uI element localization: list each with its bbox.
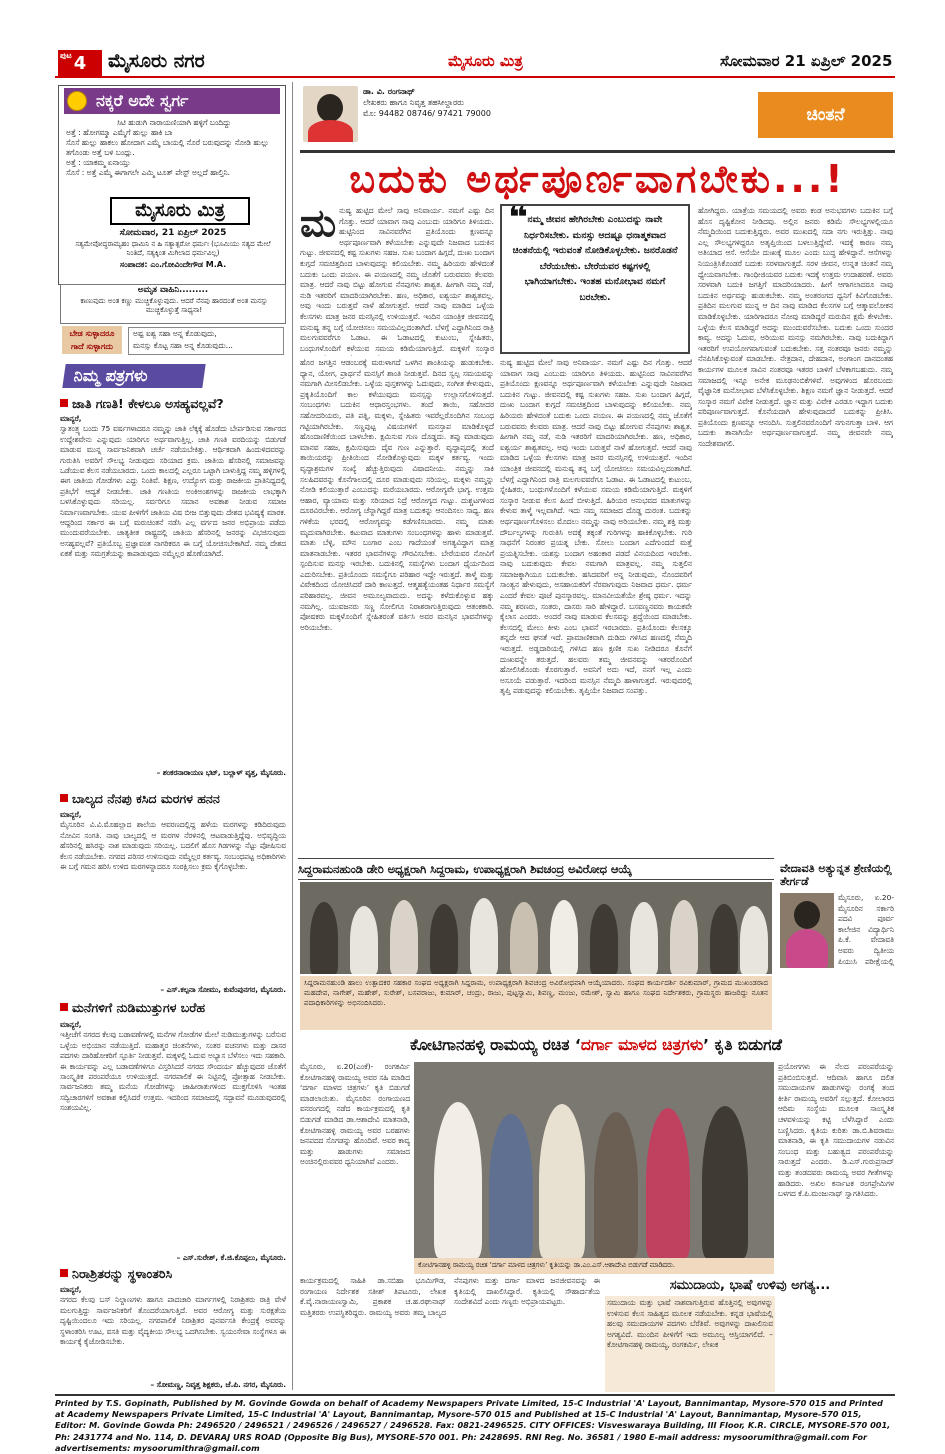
student-photo (780, 893, 834, 968)
masthead-logo: ಮೈಸೂರು ಮಿತ್ರ (110, 197, 250, 225)
article-col2 (500, 358, 692, 852)
quote-title: ಅಮೃತ ವಾಹಿನಿ......... (137, 285, 209, 295)
humor-line: ಅತ್ತೆ : ಯಾಕಮ್ಮ ಏನಾಯ್ತು (66, 158, 131, 167)
proverb-text (128, 327, 284, 355)
letter-signature: – ಸೋಮಣ್ಣ, ನಿವೃತ್ತ ಶಿಕ್ಷಕರು, ಜೆ.ಪಿ. ನಗರ, ಮೈಸೂರು. (150, 1380, 286, 1389)
sidebar-headline: ಸಮುದಾಯ, ಭಾಷೆ ಉಳಿವು ಅಗತ್ಯ... (669, 1278, 831, 1293)
letter-salutation: ಮಾನ್ಯರೆ, (60, 1285, 82, 1294)
quote-text: ಸಮುದಾಯ ಮತ್ತು ಭಾಷೆ ನಾಶವಾಗುತ್ತಿರುವ ಹೊತ್ತಿನಲ್ಲಿ ಅವುಗಳನ್ನು ಉಳಿಸುವ ಕೆಲಸ ಸಾಹಿತ್ಯದ ಮೂಲಕ ನಡೆಯಬೇಕು. ಕನ್ನಡ ಭಾಷೆಯಲ್ಲಿ ಹಲವು ಸಮುದಾಯಗಳ ಪದಗಳು ಬೆರೆತಿವೆ. ಅವುಗಳನ್ನು ದಾಖಲಿಸುವ ಅಗತ್ಯವಿದೆ. ಮುಂದಿನ ಪೀಳಿಗೆಗೆ ಇದು ಅಮೂಲ್ಯ ಆಸ್ತಿಯಾಗಲಿದೆ. – ಕೋಟಿಗಾನಹಳ್ಳಿ ರಾಮಯ್ಯ, ರಂಗಕರ್ಮಿ, ಲೇಖಕ (607, 1298, 773, 1350)
letter-text: ನಗರದ ಕೆಲವು ಬಸ್ ನಿಲ್ದಾಣಗಳು ಹಾಗೂ ಪಾದಚಾರಿ ಮಾರ್ಗಗಳಲ್ಲಿ ನಿರಾಶ್ರಿತರು ರಾತ್ರಿ ವೇಳೆ ಮಲಗುತ್ತಿದ್ದು ಸಾರ್ವಜನಿಕರಿಗೆ ತೊಂದರೆಯಾಗುತ್ತಿದೆ. ಅವರ ಆರೋಗ್ಯ ಮತ್ತು ಸುರಕ್ಷತೆಯ ದೃಷ್ಟಿಯಿಂದಲೂ ಇದು ಸರಿಯಲ್ಲ. ನಗರಪಾಲಿಕೆ ನಿರಾಶ್ರಿತರ ಪುನರ್ವಸತಿ ಕೇಂದ್ರಕ್ಕೆ ಅವರನ್ನು ಸ್ಥಳಾಂತರಿಸಿ ಊಟ, ವಸತಿ ಮತ್ತು ವೈದ್ಯಕೀಯ ಸೌಲಭ್ಯ ಒದಗಿಸಬೇಕು. ಸ್ವಯಂಸೇವಾ ಸಂಸ್ಥೆಗಳೂ ಈ ಕಾರ್ಯಕ್ಕೆ ಕೈಜೋಡಿಸಬೇಕು. (60, 1295, 286, 1347)
drop-cap: ಮ (300, 206, 337, 245)
page-label: ಪುಟ (60, 51, 72, 60)
pull-quote: ನಮ್ಮ ಜೀವನ ಹೇಗಿರಬೇಕು ಎಂಬುದನ್ನು ನಾವೇ ನಿರ್ಧರಿಸಬೇಕು. ಮನಸ್ಸು ಆದಷ್ಟೂ ಧನಾತ್ಮಕವಾದ ಚಿಂತನೆಯಲ್ಲಿ ಇರುವಂತೆ ನೋಡಿಕೊಳ್ಳಬೇಕು. ಜನರೊಡನೆ ಬೆರೆಯಬೇಕು. ಬೇರೆಯವರ ಕಷ್ಟಗಳಲ್ಲಿ ಭಾಗಿಯಾಗಬೇಕು. ಇಂತಹ ಮನೋಭಾವ ನಮಗೆ ಬರಬೇಕು. (500, 204, 690, 354)
news-text: ಮೈಸೂರು, ಏ.20- ಮೈಸೂರಿನ ಸರ್ಕಾರಿ ಪದವಿ ಪೂರ್ವ ಕಾಲೇಜಿನ ವಿದ್ಯಾರ್ಥಿನಿ ಪಿ.ಕೆ. ವೇದಾವತಿ ಅವರು ದ್ವಿತೀಯ ಪಿಯುಸಿ ಪರೀಕ್ಷೆಯಲ್ಲಿ (838, 893, 894, 966)
proverb-line: ಅಷ್ಟ ಐಶ್ವ ಸಹಾ ಅನ್ನ ಕೊಡುವುದು, (133, 329, 217, 338)
author-role: ಲೇಖಕರು ಹಾಗೂ ನಿವೃತ್ತ ತಹಸೀಲ್ದಾರರು (363, 98, 464, 107)
news-col-bottom (300, 1276, 600, 1392)
group-photo (300, 882, 772, 974)
editor-line: ಸಂಪಾದಕ: ಎಂ.ಗೋವಿಂದೇಗೌಡ M.A. (119, 260, 227, 269)
news-headline: ವೇದಾವತಿ ಅತ್ಯುನ್ನತ ಶ್ರೇಣಿಯಲ್ಲಿ ತೇರ್ಗಡೆ (780, 862, 892, 888)
letter-signature: – ಎಸ್.ಕಲ್ಪನಾ ಸೋಮು, ಕುವೆಂಪುನಗರ, ಮೈಸೂರು. (160, 985, 286, 994)
humor-text (66, 118, 282, 178)
letter-title: ಬಾಲ್ಯದ ನೆನಪು ಕಸಿದ ಮರಗಳ ಹನನ (60, 791, 286, 807)
page-number: 4 (73, 52, 87, 74)
issue-date: ಸೋಮವಾರ 21 ಏಪ್ರಿಲ್ 2025 (720, 52, 893, 70)
author-name: ಡಾ. ವಿ. ರಂಗನಾಥ್ (363, 87, 415, 96)
letter-text: ಸ್ವಾತಂತ್ರ್ಯ ಬಂದು 75 ವರ್ಷಗಳಾದರೂ ನಮ್ಮನ್ನು ಜಾತಿ ಲೆಕ್ಕಕ್ಕೆ ಹೊಡೆದು ಬೇರ್ಪಡಿಸುವ ಸರ್ಕಾರದ ಉದ್ದೇಶವೇನು ಎನ್ನುವುದು ಯಾರಿಗೂ ಅರ್ಥವಾಗುತ್ತಿಲ್ಲ. ಜಾತಿ ಗಣತಿ ವರದಿಯನ್ನು ಬಿಡುಗಡೆ ಮಾಡುವ ಮುನ್ನ ಸಾರ್ವಜನಿಕವಾಗಿ ಚರ್ಚೆ ನಡೆಯಬೇಕಿತ್ತು. ಆರ್ಥಿಕವಾಗಿ ಹಿಂದುಳಿದವರನ್ನು ಗುರುತಿಸಿ ಅವರಿಗೆ ಸೌಲಭ್ಯ ನೀಡುವುದು ಸರಿಯಾದ ಕ್ರಮ. ಜಾತಿಯ ಹೆಸರಿನಲ್ಲಿ ಸಮಾಜವನ್ನು ಒಡೆಯುವ ಕೆಲಸ ನಡೆಯಬಾರದು. ಒಂದು ಕಾಲದಲ್ಲಿ ಎಲ್ಲರೂ ಒಟ್ಟಾಗಿ ಬಾಳುತ್ತಿದ್ದ ನಮ್ಮ ಹಳ್ಳಿಗಳಲ್ಲಿ ಈಗ ಜಾತಿಯ ಗೋಡೆಗಳು ಎದ್ದು ನಿಂತಿವೆ. ಶಿಕ್ಷಣ, ಉದ್ಯೋಗ ಮತ್ತು ರಾಜಕೀಯ ಪ್ರಾತಿನಿಧ್ಯದಲ್ಲಿ ಪ್ರತಿಭೆಗೆ ಆದ್ಯತೆ ನೀಡಬೇಕು. ಜಾತಿ ಗಣತಿಯ ಅಂಕಿಅಂಶಗಳನ್ನು ರಾಜಕೀಯ ಲಾಭಕ್ಕಾಗಿ ಬಳಸಿಕೊಳ್ಳುವುದು ಸರಿಯಲ್ಲ. ಸರ್ವರಿಗೂ ಸಮಾನ ಅವಕಾಶ ನೀಡುವ ಸಮಾಜ ನಿರ್ಮಾಣವಾಗಬೇಕು. ಯುವ ಪೀಳಿಗೆಗೆ ಜಾತಿಯ ವಿಷ ಬೀಜ ಬಿತ್ತುವುದು ದೇಶದ ಭವಿಷ್ಯಕ್ಕೆ ಮಾರಕ. ಆದ್ದರಿಂದ ಸರ್ಕಾರ ಈ ಬಗ್ಗೆ ಮರುಚಿಂತನೆ ನಡೆಸಿ ಎಲ್ಲ ವರ್ಗದ ಜನರ ಅಭಿಪ್ರಾಯ ಪಡೆದು ಮುಂದುವರೆಯಬೇಕು. ಜಾತ್ಯತೀತ ರಾಷ್ಟ್ರದಲ್ಲಿ ಜಾತಿಯ ಹೆಸರಿನಲ್ಲಿ ಜನರನ್ನು ವಿಭಜಿಸುವುದು ಅಸಹ್ಯವಲ್ಲವೆ? ಪ್ರತಿಯೊಬ್ಬ ಪ್ರಜ್ಞಾವಂತ ನಾಗರಿಕರೂ ಈ ಬಗ್ಗೆ ಯೋಚಿಸಬೇಕಾಗಿದೆ. ನಮ್ಮ ದೇಶದ ಏಕತೆ ಮತ್ತು ಸಮಗ್ರತೆಯನ್ನು ಕಾಪಾಡುವುದು ನಮ್ಮೆಲ್ಲರ ಹೊಣೆಯಾಗಿದೆ. (60, 424, 286, 559)
humor-title: ನಕ್ಕರೆ ಅದೇ ಸ್ವರ್ಗ (64, 88, 280, 114)
headline-part: ಕೋಟಿಗಾನಹಳ್ಳಿ ರಾಮಯ್ಯ ರಚಿತ ‘ (410, 1036, 581, 1054)
news-headline: ಸಿದ್ದರಾಮನಹುಂಡಿ ಡೇರಿ ಅಧ್ಯಕ್ಷರಾಗಿ ಸಿದ್ದರಾಮ, ಉಪಾಧ್ಯಕ್ಷರಾಗಿ ಶಿವಚಂದ್ರ ಅವಿರೋಧ ಆಯ್ಕೆ (298, 858, 774, 880)
laughing-face-icon (67, 91, 87, 111)
page-number-badge (58, 50, 102, 76)
humor-line: ಸೊಸೆ ಹುಲ್ಲು ಹಾಕಲು ಹೋದಾಗ ಎಮ್ಮೆ ಬಾಯಲ್ಲಿ ನೊರೆ ಬರುವುದನ್ನು ನೋಡಿ ಹುಲ್ಲು ತಗೊಂಡು ಅತ್ತೆ ಬಳಿ ಬಂದ್ಲು. (66, 138, 270, 157)
book-release-photo (414, 1062, 774, 1258)
article-text: ಹೋಗಿದ್ದರು. ಯಾತ್ರೆಯ ಸಮಯದಲ್ಲಿ ಅವರು ಕಂಡ ಅನುಭವಗಳು ಬದುಕಿನ ಬಗ್ಗೆ ಹೊಸ ದೃಷ್ಟಿಕೋನ ನೀಡಿದವು. ಅಲ್ಲಿನ ಜನರು ಕಡಿಮೆ ಸೌಲಭ್ಯಗಳಲ್ಲಿಯೂ ನೆಮ್ಮದಿಯಿಂದ ಬದುಕುತ್ತಿದ್ದರು. ಅವರ ಮುಖದಲ್ಲಿ ಸದಾ ನಗು ಇರುತ್ತಿತ್ತು. ನಾವು ಎಲ್ಲ ಸೌಲಭ್ಯಗಳಿದ್ದರೂ ಅತೃಪ್ತಿಯಿಂದ ಬಳಲುತ್ತಿದ್ದೇವೆ. ಇದಕ್ಕೆ ಕಾರಣ ನಮ್ಮ ಅತಿಯಾದ ಆಸೆ. ಆಸೆಯೇ ದುಃಖಕ್ಕೆ ಮೂಲ ಎಂದು ಬುದ್ಧ ಹೇಳಿದ್ದಾನೆ. ಆಸೆಗಳನ್ನು ನಿಯಂತ್ರಿಸಿಕೊಂಡರೆ ಬದುಕು ಸರಳವಾಗುತ್ತದೆ. ಸರಳ ಜೀವನ, ಉನ್ನತ ಚಿಂತನೆ ನಮ್ಮ ಧ್ಯೇಯವಾಗಬೇಕು. ಗಾಂಧೀಜಿಯವರ ಬದುಕು ಇದಕ್ಕೆ ಉತ್ತಮ ಉದಾಹರಣೆ. ಅವರು ಸರಳವಾಗಿ ಬದುಕಿ ಜಗತ್ತಿಗೆ ಮಾದರಿಯಾದರು. ಹೀಗೆ ಆಗಾಗಲಾದರೂ ನಾವು ಬದುಕಿನ ಅರ್ಥವನ್ನು ಹುಡುಕಬೇಕು. ನಮ್ಮ ಅಂತರಂಗದ ಧ್ವನಿಗೆ ಕಿವಿಗೊಡಬೇಕು. ಪ್ರತಿದಿನ ಮಲಗುವ ಮುನ್ನ ಆ ದಿನ ನಾವು ಮಾಡಿದ ಕೆಲಸಗಳ ಬಗ್ಗೆ ಆತ್ಮಾವಲೋಕನ ಮಾಡಿಕೊಳ್ಳಬೇಕು. ಯಾರಿಗಾದರೂ ನೋವು ಮಾಡಿದ್ದರೆ ಮರುದಿನ ಕ್ಷಮೆ ಕೇಳಬೇಕು. ಒಳ್ಳೆಯ ಕೆಲಸ ಮಾಡಿದ್ದರೆ ಅದನ್ನು ಮುಂದುವರೆಸಬೇಕು. ಬದುಕು ಒಂದು ಸುಂದರ ಕಾವ್ಯ. ಅದನ್ನು ಓದುವ, ಅರಿಯುವ ಮನಸ್ಸು ನಮಗಿರಬೇಕು. ನಾವು ಬದುಕಿದ್ದಾಗ ಇತರರಿಗೆ ಉಪಯೋಗವಾಗುವಂತೆ ಬದುಕಬೇಕು. ಸತ್ತ ನಂತರವೂ ಜನರು ನಮ್ಮನ್ನು ನೆನಪಿಸಿಕೊಳ್ಳುವಂತೆ ಮಾಡಬೇಕು. ನೇತ್ರದಾನ, ದೇಹದಾನ, ಅಂಗಾಂಗ ದಾನದಂತಹ ಕಾರ್ಯಗಳ ಮೂಲಕ ಸಾವಿನ ನಂತರವೂ ಇತರರ ಬಾಳಿಗೆ ಬೆಳಕಾಗಬಹುದು. ನಮ್ಮ ಸಮಾಜದಲ್ಲಿ ಇನ್ನೂ ಅನೇಕ ಮೂಢನಂಬಿಕೆಗಳಿವೆ. ಅವುಗಳಿಂದ ಹೊರಬಂದು ವೈಜ್ಞಾನಿಕ ಮನೋಭಾವ ಬೆಳೆಸಿಕೊಳ್ಳಬೇಕು. ಶಿಕ್ಷಣ ನಮಗೆ ಜ್ಞಾನ ನೀಡುತ್ತದೆ. ಆದರೆ ಸಂಸ್ಕಾರ ನಮಗೆ ವಿವೇಕ ನೀಡುತ್ತದೆ. ಜ್ಞಾನ ಮತ್ತು ವಿವೇಕ ಎರಡೂ ಇದ್ದಾಗ ಬದುಕು ಪರಿಪೂರ್ಣವಾಗುತ್ತದೆ. ಕೊನೆಯದಾಗಿ ಹೇಳುವುದಾದರೆ ಬದುಕನ್ನು ಪ್ರೀತಿಸಿ. ಪ್ರತಿಯೊಂದು ಕ್ಷಣವನ್ನೂ ಆನಂದಿಸಿ. ಸುತ್ತಲಿನವರೊಂದಿಗೆ ನಗುನಗುತ್ತಾ ಬಾಳಿ. ಆಗ ಬದುಕು ತಾನಾಗಿಯೇ ಅರ್ಥಪೂರ್ಣವಾಗುತ್ತದೆ. ನಮ್ಮ ಜೀವನವೇ ನಮ್ಮ ಸಂದೇಶವಾಗಲಿ. (698, 206, 893, 449)
column-divider (292, 82, 293, 1390)
letter-body (60, 414, 286, 766)
proverb-line: ಮನಸ್ಸು ಕೊಟ್ಟ ಸಹಾ ಅನ್ನ ಕೊಡುವುದು... (133, 341, 233, 350)
letter-salutation: ಮಾನ್ಯರೆ, (60, 810, 82, 819)
masthead-motto (66, 240, 280, 269)
letter-text: ಇತ್ತೀಚೆಗೆ ನಗರದ ಕೆಲವು ಬಡಾವಣೆಗಳಲ್ಲಿ ಮನೆಗಳ ಗೋಡೆಗಳ ಮೇಲೆ ನುಡಿಮುತ್ತುಗಳನ್ನು ಬರೆಸುವ ಒಳ್ಳೆಯ ಅಭಿಯಾನ ನಡೆಯುತ್ತಿದೆ. ಮಹಾತ್ಮರ ಚಿಂತನೆಗಳು, ಸಂತರ ವಚನಗಳು ಮತ್ತು ದಾಸರ ಪದಗಳು ದಾರಿಹೋಕರಿಗೆ ಸ್ಫೂರ್ತಿ ನೀಡುತ್ತವೆ. ಮಕ್ಕಳಲ್ಲಿ ಓದುವ ಅಭ್ಯಾಸ ಬೆಳೆಸಲು ಇದು ಸಹಕಾರಿ. ಈ ಕಾರ್ಯವನ್ನು ಎಲ್ಲ ಬಡಾವಣೆಗಳಿಗೂ ವಿಸ್ತರಿಸಿದರೆ ನಗರದ ಸೌಂದರ್ಯ ಹೆಚ್ಚುವುದರ ಜೊತೆಗೆ ಸಾಂಸ್ಕೃತಿಕ ಪರಂಪರೆಯೂ ಉಳಿಯುತ್ತದೆ. ನಗರಪಾಲಿಕೆ ಈ ನಿಟ್ಟಿನಲ್ಲಿ ಪ್ರೋತ್ಸಾಹ ನೀಡಬೇಕು. ಸಾರ್ವಜನಿಕರು ತಮ್ಮ ಮನೆಯ ಗೋಡೆಗಳನ್ನು ಜಾಹೀರಾತುಗಳಿಂದ ಮುಕ್ತಗೊಳಿಸಿ ಇಂತಹ ಸದ್ವಿಚಾರಗಳಿಗೆ ಅವಕಾಶ ಕಲ್ಪಿಸಿದರೆ ಉತ್ತಮ. ಇದರಿಂದ ಸಮಾಜದಲ್ಲಿ ಸದ್ಭಾವನೆ ಮೂಡುವುದರಲ್ಲಿ ಸಂಶಯವಿಲ್ಲ. (60, 1030, 286, 1113)
author-phone: ಮೊ: 94482 08746/ 97421 79000 (363, 109, 491, 118)
news-text: ಮೈಸೂರು, ಏ.20(ಎಂಕೆ)- ರಂಗಕರ್ಮಿ ಕೋಟಿಗಾನಹಳ್ಳಿ ರಾಮಯ್ಯ ಅವರ ಸಹಿ ಮಾಡಿದ ‘ದರ್ಗಾ ಮಾಳದ ಚಿತ್ರಗಳು’ ಕೃತಿ ಬಿಡುಗಡೆ ಮಾಡಲಾಯಿತು. ಮೈಸೂರಿನ ರಂಗಾಯಣದ ವನರಂಗದಲ್ಲಿ ನಡೆದ ಕಾರ್ಯಕ್ರಮದಲ್ಲಿ ಕೃತಿ ಬಿಡುಗಡೆ ಮಾಡಿದ ಡಾ.ಆಶಾದೇವಿ ಮಾತನಾಡಿ, ಕೋಟಿಗಾನಹಳ್ಳಿ ರಾಮಯ್ಯ ಅವರ ಬರಹಗಳು ಜನಪದದ ಸೊಗಡನ್ನು ಹೊಂದಿವೆ. ಅವರ ಕಾವ್ಯ ಮತ್ತು ಹಾಡುಗಳು ಸಮಾಜದ ಅಂಚಿನಲ್ಲಿರುವವರ ಧ್ವನಿಯಾಗಿವೆ ಎಂದರು. (300, 1062, 410, 1167)
humor-line: ಅತ್ತೆ : ಹೋಗಮ್ಮಾ ಎಮ್ಮೆಗೆ ಹುಲ್ಲು ಹಾಕಿ ಬಾ (66, 128, 173, 137)
article-text: ನುಷ್ಯ ಹುಟ್ಟಿದ ಮೇಲೆ ಸಾವು ಅನಿವಾರ್ಯ. ನಮಗೆ ಎಷ್ಟು ದಿನ ಗೊತ್ತು. ಆದರೆ ಯಾವಾಗ ಸಾವು ಎಂಬುದು ಯಾರಿಗೂ ತಿಳಿಯದು. ಹುಟ್ಟಿನಿಂದ ಸಾವಿನವರೆಗಿನ ಪ್ರತಿಯೊಂದು ಕ್ಷಣವನ್ನೂ ಅರ್ಥಪೂರ್ಣವಾಗಿ ಕಳೆಯಬೇಕು ಎನ್ನುವುದೇ ನಿಜವಾದ ಬದುಕಿನ ಗುಟ್ಟು. ಜೀವನದಲ್ಲಿ ಕಷ್ಟ ಸುಖಗಳು ಸಹಜ. ಸುಖ ಬಂದಾಗ ಹಿಗ್ಗದೆ, ದುಃಖ ಬಂದಾಗ ಕುಗ್ಗದೆ ಸಮಚಿತ್ತದಿಂದ ಬಾಳುವುದನ್ನು ಕಲಿಯಬೇಕು. ನಮ್ಮ ಹಿರಿಯರು ಹೇಳಿದಂತೆ ಬದುಕು ಒಂದು ಪಯಣ. ಈ ಪಯಣದಲ್ಲಿ ನಮ್ಮ ಜೊತೆಗೆ ಬರುವವರು ಕೆಲವರು ಮಾತ್ರ. ಆದರೆ ನಾವು ಬಿಟ್ಟು ಹೋಗುವ ನೆನಪುಗಳು ಶಾಶ್ವತ. ಹೀಗಾಗಿ ನಮ್ಮ ನಡೆ, ನುಡಿ ಇತರರಿಗೆ ಮಾದರಿಯಾಗಿರಬೇಕು. ಹಣ, ಅಧಿಕಾರ, ಐಶ್ವರ್ಯ ಶಾಶ್ವತವಲ್ಲ. ಅವು ಇಂದು ಬರುತ್ತವೆ ನಾಳೆ ಹೋಗುತ್ತವೆ. ಆದರೆ ನಾವು ಮಾಡಿದ ಒಳ್ಳೆಯ ಕೆಲಸಗಳು ಮಾತ್ರ ಜನರ ಮನಸ್ಸಿನಲ್ಲಿ ಉಳಿಯುತ್ತವೆ. ಇಂದಿನ ಯಾಂತ್ರಿಕ ಜೀವನದಲ್ಲಿ ಮನುಷ್ಯ ತನ್ನ ಬಗ್ಗೆ ಯೋಚಿಸಲು ಸಮಯವಿಲ್ಲದಂತಾಗಿದೆ. ಬೆಳಗ್ಗೆ ಎದ್ದಾಗಿನಿಂದ ರಾತ್ರಿ ಮಲಗುವವರೆಗೂ ಓಡಾಟ. ಈ ಓಡಾಟದಲ್ಲಿ ಕುಟುಂಬ, ಸ್ನೇಹಿತರು, ಬಂಧುಗಳೊಂದಿಗೆ ಕಳೆಯುವ ಸಮಯ ಕಡಿಮೆಯಾಗುತ್ತಿದೆ. ಮಕ್ಕಳಿಗೆ ಸಂಸ್ಕಾರ (300, 206, 494, 353)
article-col1-top (300, 206, 494, 356)
masthead-date: ಸೋಮವಾರ, 21 ಏಪ್ರಿಲ್ 2025 (119, 228, 227, 238)
author-info (363, 86, 491, 119)
news-text-narrow (838, 893, 894, 968)
proverb-label (62, 326, 122, 354)
humor-line: ಸೊಸೆ : ಅತ್ತೆ ಎಮ್ಮೆ ಈಗಾಗಲೇ ಎಮ್ಮಿ ಟೂತ್ ಪೇಸ್ಟ್ ಅಲ್ಲದೆ ಹಾಲ್ತಿನಿ. (66, 168, 231, 177)
motto-text: ಸತ್ಯಮೇವೋದ್ಧರಾಮ್ಯಹಂ ಧಾಮಿನಿ ನ ಹಿ ಸತ್ಯಾತ್ಪರೋ ಧರ್ಮಃ (ಭೂಮಿಯು ಸತ್ಯದ ಮೇಲೆ ನಿಂತಿದೆ, ಸತ್ಯಕ್ಕಿಂತ ಮಿಗಿಲಾದ ಧರ್ಮವಿಲ್ಲ) (75, 240, 271, 257)
letter-salutation: ಮಾನ್ಯರೆ, (60, 414, 82, 423)
headline-part: ’ ಕೃತಿ ಬಿಡುಗಡೆ (703, 1036, 782, 1054)
quote-text: ಕಾಣುವುದು ಅಂತ ಕಣ್ಣು ಮುಚ್ಚಿಕೊಳ್ಳುವುದು. ಆದರೆ ನೆನಪು ಹಾರದಂತೆ ಅಂತ ಮನಸ್ಸು ಮುಚ್ಚಿಕೊಳ್ಳುತ್ತೆ ಸಾಧ್ಯನಾ! (80, 297, 268, 314)
paper-logo: ಮೈಸೂರು ಮಿತ್ರ (448, 52, 523, 70)
letters-section-title: ನಿಮ್ಮ ಪತ್ರಗಳು (62, 364, 205, 388)
letter-title: ನಿರಾಶ್ರಿತರನ್ನು ಸ್ಥಳಾಂತರಿಸಿ (60, 1266, 286, 1282)
letter-text: ಮೈಸೂರಿನ ವಿ.ವಿ.ಮೊಹಲ್ಲಾದ ಶಾಲೆಯ ಆವರಣದಲ್ಲಿದ್ದ ಹಳೆಯ ಮರಗಳನ್ನು ಕಡಿದಿರುವುದು ನೋವಿನ ಸಂಗತಿ. ನಾವು ಬಾಲ್ಯದಲ್ಲಿ ಆ ಮರಗಳ ನೆರಳಿನಲ್ಲಿ ಆಟವಾಡುತ್ತಿದ್ದೆವು. ಅಭಿವೃದ್ಧಿಯ ಹೆಸರಿನಲ್ಲಿ ಹಸಿರನ್ನು ನಾಶ ಮಾಡುವುದು ಸರಿಯಲ್ಲ. ಬದಲಿಗೆ ಹೊಸ ಗಿಡಗಳನ್ನು ನೆಟ್ಟು ಪೋಷಿಸುವ ಕೆಲಸ ನಡೆಯಬೇಕು. ನಗರದ ಪರಿಸರ ಉಳಿಸುವುದು ನಮ್ಮೆಲ್ಲರ ಕರ್ತವ್ಯ. ಸಂಬಂಧಪಟ್ಟ ಅಧಿಕಾರಿಗಳು ಈ ಬಗ್ಗೆ ಗಮನ ಹರಿಸಿ ಉಳಿದ ಮರಗಳನ್ನಾದರೂ ಸಂರಕ್ಷಿಸಲು ಕ್ರಮ ಕೈಗೊಳ್ಳಬೇಕು. (60, 820, 286, 872)
news-headline (298, 1032, 894, 1058)
letter-salutation: ಮಾನ್ಯರೆ, (60, 1020, 82, 1029)
quote-mark-icon: ❝ (508, 198, 528, 238)
letter-body (60, 810, 286, 982)
book-title: ದರ್ಗಾ ಮಾಳದ ಚಿತ್ರಗಳು (580, 1036, 704, 1054)
humor-line: ಸಿಟಿ ಹುಡುಗಿ ನಾರಾಯಣಿಯಾಗಿ ಹಳ್ಳಿಗೆ ಬಂದಿದ್ದು (116, 118, 232, 127)
photo-caption: ಕೋಟಿಗಾನಹಳ್ಳಿ ರಾಮಯ್ಯ ರಚಿತ ‘ದರ್ಗಾ ಮಾಳದ ಚಿತ್ರಗಳು’ ಕೃತಿಯನ್ನು ಡಾ.ಎಂ.ಎಸ್.ಆಶಾದೇವಿ ಬಿಡುಗಡೆ ಮಾಡಿದರು. (414, 1258, 774, 1274)
author-photo (303, 86, 358, 142)
article-text: ನುಷ್ಯ ಹುಟ್ಟಿದ ಮೇಲೆ ಸಾವು ಅನಿವಾರ್ಯ. ನಮಗೆ ಎಷ್ಟು ದಿನ ಗೊತ್ತು. ಆದರೆ ಯಾವಾಗ ಸಾವು ಎಂಬುದು ಯಾರಿಗೂ ತಿಳಿಯದು. ಹುಟ್ಟಿನಿಂದ ಸಾವಿನವರೆಗಿನ ಪ್ರತಿಯೊಂದು ಕ್ಷಣವನ್ನೂ ಅರ್ಥಪೂರ್ಣವಾಗಿ ಕಳೆಯಬೇಕು ಎನ್ನುವುದೇ ನಿಜವಾದ ಬದುಕಿನ ಗುಟ್ಟು. ಜೀವನದಲ್ಲಿ ಕಷ್ಟ ಸುಖಗಳು ಸಹಜ. ಸುಖ ಬಂದಾಗ ಹಿಗ್ಗದೆ, ದುಃಖ ಬಂದಾಗ ಕುಗ್ಗದೆ ಸಮಚಿತ್ತದಿಂದ ಬಾಳುವುದನ್ನು ಕಲಿಯಬೇಕು. ನಮ್ಮ ಹಿರಿಯರು ಹೇಳಿದಂತೆ ಬದುಕು ಒಂದು ಪಯಣ. ಈ ಪಯಣದಲ್ಲಿ ನಮ್ಮ ಜೊತೆಗೆ ಬರುವವರು ಕೆಲವರು ಮಾತ್ರ. ಆದರೆ ನಾವು ಬಿಟ್ಟು ಹೋಗುವ ನೆನಪುಗಳು ಶಾಶ್ವತ. ಹೀಗಾಗಿ ನಮ್ಮ ನಡೆ, ನುಡಿ ಇತರರಿಗೆ ಮಾದರಿಯಾಗಿರಬೇಕು. ಹಣ, ಅಧಿಕಾರ, ಐಶ್ವರ್ಯ ಶಾಶ್ವತವಲ್ಲ. ಅವು ಇಂದು ಬರುತ್ತವೆ ನಾಳೆ ಹೋಗುತ್ತವೆ. ಆದರೆ ನಾವು ಮಾಡಿದ ಒಳ್ಳೆಯ ಕೆಲಸಗಳು ಮಾತ್ರ ಜನರ ಮನಸ್ಸಿನಲ್ಲಿ ಉಳಿಯುತ್ತವೆ. ಇಂದಿನ ಯಾಂತ್ರಿಕ ಜೀವನದಲ್ಲಿ ಮನುಷ್ಯ ತನ್ನ ಬಗ್ಗೆ ಯೋಚಿಸಲು ಸಮಯವಿಲ್ಲದಂತಾಗಿದೆ. ಬೆಳಗ್ಗೆ ಎದ್ದಾಗಿನಿಂದ ರಾತ್ರಿ ಮಲಗುವವರೆಗೂ ಓಡಾಟ. ಈ ಓಡಾಟದಲ್ಲಿ ಕುಟುಂಬ, ಸ್ನೇಹಿತರು, ಬಂಧುಗಳೊಂದಿಗೆ ಕಳೆಯುವ ಸಮಯ ಕಡಿಮೆಯಾಗುತ್ತಿದೆ. ಮಕ್ಕಳಿಗೆ ಸಂಸ್ಕಾರ ನೀಡುವ ಕೆಲಸ ಹಿಂದೆ ಬೀಳುತ್ತಿದೆ. ಹಿರಿಯರ ಅನುಭವದ ಮಾತುಗಳನ್ನು ಕೇಳುವ ತಾಳ್ಮೆ ಇಲ್ಲವಾಗಿದೆ. ಇದು ನಮ್ಮ ಸಮಾಜದ ದೊಡ್ಡ ದುರಂತ. ಬದುಕನ್ನು ಅರ್ಥಪೂರ್ಣಗೊಳಿಸಲು ಮೊದಲು ನಮ್ಮನ್ನು ನಾವು ಅರಿಯಬೇಕು. ನಮ್ಮ ಶಕ್ತಿ ಮತ್ತು ದೌರ್ಬಲ್ಯಗಳನ್ನು ಗುರುತಿಸಿ ಅದಕ್ಕೆ ತಕ್ಕಂತೆ ಗುರಿಗಳನ್ನು ಹಾಕಿಕೊಳ್ಳಬೇಕು. ಗುರಿ ಸಾಧನೆಗೆ ನಿರಂತರ ಪ್ರಯತ್ನ ಬೇಕು. ಸೋಲು ಬಂದಾಗ ಎದೆಗುಂದದೆ ಮತ್ತೆ ಪ್ರಯತ್ನಿಸಬೇಕು. ಯಶಸ್ಸು ಬಂದಾಗ ಅಹಂಕಾರ ಪಡದೆ ವಿನಯದಿಂದ ಇರಬೇಕು. ನಾವು ಬದುಕುವುದು ಕೇವಲ ನಮಗಾಗಿ ಮಾತ್ರವಲ್ಲ. ನಮ್ಮ ಸುತ್ತಲಿನ ಸಮಾಜಕ್ಕಾಗಿಯೂ ಬದುಕಬೇಕು. ಹಸಿದವರಿಗೆ ಅನ್ನ ನೀಡುವುದು, ನೊಂದವರಿಗೆ ಸಾಂತ್ವನ ಹೇಳುವುದು, ಅಸಹಾಯಕರಿಗೆ ನೆರವಾಗುವುದು ನಿಜವಾದ ಧರ್ಮ. ಧರ್ಮ ಎಂದರೆ ಕೇವಲ ಪೂಜೆ ಪುನಸ್ಕಾರವಲ್ಲ. ಮಾನವೀಯತೆಯೇ ಶ್ರೇಷ್ಠ ಧರ್ಮ. ಇದನ್ನು ನಮ್ಮ ಶರಣರು, ಸಂತರು, ದಾಸರು ಸಾರಿ ಹೇಳಿದ್ದಾರೆ. ಬಸವಣ್ಣನವರು ಕಾಯಕವೇ ಕೈಲಾಸ ಎಂದರು. ಅಂದರೆ ನಾವು ಮಾಡುವ ಕೆಲಸವನ್ನು ಶ್ರದ್ಧೆಯಿಂದ ಮಾಡಬೇಕು. ಕೆಲಸದಲ್ಲಿ ಮೇಲು ಕೀಳು ಎಂಬ ಭಾವನೆ ಇರಬಾರದು. ಪ್ರತಿಯೊಂದು ಕೆಲಸಕ್ಕೂ ತನ್ನದೇ ಆದ ಘನತೆ ಇದೆ. ಪ್ರಾಮಾಣಿಕವಾಗಿ ದುಡಿದು ಗಳಿಸಿದ ಹಣದಲ್ಲಿ ನೆಮ್ಮದಿ ಇರುತ್ತದೆ. ಅಡ್ಡದಾರಿಯಲ್ಲಿ ಗಳಿಸಿದ ಹಣ ಕ್ಷಣಿಕ ಸುಖ ನೀಡಿದರೂ ಕೊನೆಗೆ ದುಃಖವನ್ನೇ ತರುತ್ತದೆ. ಹಲವರು ತಮ್ಮ ಜೀವನವನ್ನು ಇತರರೊಂದಿಗೆ ಹೋಲಿಸಿಕೊಂಡು ಕೊರಗುತ್ತಾರೆ. ಅವನಿಗೆ ಅದು ಇದೆ, ನನಗೆ ಇಲ್ಲ ಎಂದು ಅಸೂಯೆ ಪಡುತ್ತಾರೆ. ಇದರಿಂದ ಮನಸ್ಸಿನ ನೆಮ್ಮದಿ ಹಾಳಾಗುತ್ತದೆ. ಇರುವುದರಲ್ಲಿ ತೃಪ್ತಿ ಪಡುವುದನ್ನು ಕಲಿಯಬೇಕು. ತೃಪ್ತಿಯೇ ನಿಜವಾದ ಸಂಪತ್ತು. (500, 358, 692, 696)
proverb-label-line: ಗಾದೆ ಸುಳ್ಳಾಗದು (71, 342, 113, 351)
proverb-label-line: ಬೇಡ ಸುಳ್ಳಾದರೂ (69, 329, 115, 338)
printer-imprint: Printed by T.S. Gopinath, Published by M. Govinde Gowda on behalf of Academy Newspapers Private Limited, 15-C Industrial 'A' Layout, Bannimantap, Mysore-570 015 and Printed at Academy Newspapers Private Limited, 15-C Industrial 'A' Layout, Bannimantap, Mysore-570 015 and Published at 15-C Industrial 'A' Layout, Bannimantap, Mysore-570 015, Editor: M. Govinde Gowda Ph: 2496520 / 2496521 / 2496526 / 2496527 / 2496528. Fax: 0821-2496525. CITY OFFICES: Visveswaraya Building, III Floor, K.R. CIRCLE, MYSORE-570 001, Ph: 2431774 and No. 114, D. DEVARAJ URS ROAD (Opposite Big Bus), MYSORE-570 001. Ph: 2428695. RNI Reg. No. 36581 / 1980 E-mail address: mysoorumithra@gmail.com For advertisements: mysoorumithra@gmail.com (55, 1394, 895, 1454)
news-col-left (300, 1062, 410, 1272)
section-title: ಮೈಸೂರು ನಗರ (108, 50, 205, 72)
article-headline: ಬದುಕು ಅರ್ಥಪೂರ್ಣವಾಗಬೇಕು...! (300, 150, 895, 202)
article-col1 (300, 358, 494, 852)
letter-signature: – ಎಸ್.ಸುರೇಶ್, ಕೆ.ಜಿ.ಕೊಪ್ಪಲು, ಮೈಸೂರು. (176, 1253, 286, 1262)
article-text: ಹೊರ ಜಗತ್ತಿನ ಆಡಂಬರಕ್ಕೆ ಮರುಳಾಗದೆ ಒಳಗಿನ ಶಾಂತಿಯನ್ನು ಹುಡುಕಬೇಕು. ಧ್ಯಾನ, ಯೋಗ, ಪ್ರಾರ್ಥನೆ ಮನಸ್ಸಿಗೆ ಶಾಂತಿ ನೀಡುತ್ತವೆ. ದಿನದ ಸ್ವಲ್ಪ ಸಮಯವನ್ನು ನಮಗಾಗಿ ಮೀಸಲಿಡಬೇಕು. ಒಳ್ಳೆಯ ಪುಸ್ತಕಗಳನ್ನು ಓದುವುದು, ಸಂಗೀತ ಕೇಳುವುದು, ಪ್ರಕೃತಿಯೊಂದಿಗೆ ಕಾಲ ಕಳೆಯುವುದು ಮನಸ್ಸನ್ನು ಉಲ್ಲಾಸಗೊಳಿಸುತ್ತದೆ. ಸಂಬಂಧಗಳು ಬದುಕಿನ ಆಧಾರಸ್ತಂಭಗಳು. ತಂದೆ ತಾಯಿ, ಸಹೋದರ ಸಹೋದರಿಯರು, ಪತಿ ಪತ್ನಿ, ಮಕ್ಕಳು, ಸ್ನೇಹಿತರು ಇವರೆಲ್ಲರೊಂದಿಗಿನ ಸಂಬಂಧ ಗಟ್ಟಿಯಾಗಿರಬೇಕು. ಸಣ್ಣಪುಟ್ಟ ವಿಷಯಗಳಿಗೆ ಮನಸ್ತಾಪ ಮಾಡಿಕೊಳ್ಳದೆ ಹೊಂದಾಣಿಕೆಯಿಂದ ಬಾಳಬೇಕು. ಕ್ಷಮಿಸುವ ಗುಣ ದೊಡ್ಡದು. ತಪ್ಪು ಮಾಡುವುದು ಮಾನವ ಸಹಜ, ಕ್ಷಮಿಸುವುದು ದೈವ ಗುಣ ಎನ್ನುತ್ತಾರೆ. ವೃದ್ಧಾಪ್ಯದಲ್ಲಿ ತಂದೆ ತಾಯಿಯರನ್ನು ಪ್ರೀತಿಯಿಂದ ನೋಡಿಕೊಳ್ಳುವುದು ಮಕ್ಕಳ ಕರ್ತವ್ಯ. ಇಂದು ವೃದ್ಧಾಶ್ರಮಗಳ ಸಂಖ್ಯೆ ಹೆಚ್ಚುತ್ತಿರುವುದು ವಿಷಾದನೀಯ. ನಮ್ಮನ್ನು ಸಾಕಿ ಸಲಹಿದವರನ್ನು ಕೊನೆಗಾಲದಲ್ಲಿ ದೂರ ಮಾಡುವುದು ಸರಿಯಲ್ಲ. ಮಕ್ಕಳು ನಮ್ಮನ್ನು ನೋಡಿ ಕಲಿಯುತ್ತಾರೆ ಎಂಬುದನ್ನು ಮರೆಯಬಾರದು. ಆರೋಗ್ಯವೇ ಭಾಗ್ಯ. ಉತ್ತಮ ಆಹಾರ, ವ್ಯಾಯಾಮ ಮತ್ತು ಸರಿಯಾದ ನಿದ್ರೆ ಆರೋಗ್ಯದ ಗುಟ್ಟು. ದುಶ್ಚಟಗಳಿಂದ ದೂರವಿರಬೇಕು. ಆರೋಗ್ಯ ಚೆನ್ನಾಗಿದ್ದರೆ ಮಾತ್ರ ಬದುಕನ್ನು ಆನಂದಿಸಲು ಸಾಧ್ಯ. ಹಣ ಗಳಿಕೆಯ ಭರದಲ್ಲಿ ಆರೋಗ್ಯವನ್ನು ಕಡೆಗಣಿಸಬಾರದು. ನಮ್ಮ ಮಾತು ಮೃದುವಾಗಿರಬೇಕು. ಕಟುವಾದ ಮಾತುಗಳು ಸಂಬಂಧಗಳನ್ನು ಹಾಳು ಮಾಡುತ್ತವೆ. ಮಾತು ಬೆಳ್ಳಿ, ಮೌನ ಬಂಗಾರ ಎಂಬ ಗಾದೆಯಂತೆ ಅಗತ್ಯವಿದ್ದಾಗ ಮಾತ್ರ ಮಾತನಾಡಬೇಕು. ಇತರರ ಭಾವನೆಗಳನ್ನು ಗೌರವಿಸಬೇಕು. ಬೇರೆಯವರ ನೋವಿಗೆ ಸ್ಪಂದಿಸುವ ಮನಸ್ಸು ಇರಬೇಕು. ಬದುಕಿನಲ್ಲಿ ಸಮಸ್ಯೆಗಳು ಬಂದಾಗ ಧೈರ್ಯದಿಂದ ಎದುರಿಸಬೇಕು. ಪ್ರತಿಯೊಂದು ಸಮಸ್ಯೆಗೂ ಪರಿಹಾರ ಇದ್ದೇ ಇರುತ್ತದೆ. ತಾಳ್ಮೆ ಮತ್ತು ವಿವೇಕದಿಂದ ಯೋಚಿಸಿದರೆ ದಾರಿ ಕಾಣುತ್ತದೆ. ಆತ್ಮಹತ್ಯೆಯಂತಹ ನಿರ್ಧಾರ ಸಮಸ್ಯೆಗೆ ಪರಿಹಾರವಲ್ಲ. ಜೀವನ ಅಮೂಲ್ಯವಾದುದು. ಅದನ್ನು ಕಳೆದುಕೊಳ್ಳುವ ಹಕ್ಕು ನಮಗಿಲ್ಲ. ಯುವಜನರು ಸಣ್ಣ ಸೋಲಿಗೂ ನಿರಾಶರಾಗುತ್ತಿರುವುದು ಆತಂಕಕಾರಿ. ಪೋಷಕರು ಮಕ್ಕಳೊಂದಿಗೆ ಸ್ನೇಹಿತರಂತೆ ವರ್ತಿಸಿ ಅವರ ಮನಸ್ಸಿನ ಭಾವನೆಗಳನ್ನು ಅರಿಯಬೇಕು. (300, 358, 494, 632)
letter-title: ಮನೆಗಳಿಗೆ ನುಡಿಮುತ್ತುಗಳ ಬರೆಹ (60, 1000, 286, 1016)
letter-title: ಜಾತಿ ಗಣತಿ! ಕೇಳಲೂ ಅಸಹ್ಯವಲ್ಲವೆ? (60, 396, 286, 412)
letter-body (60, 1020, 286, 1250)
news-col-right (778, 1062, 894, 1392)
news-text: ಪ್ರಯೋಗಗಳು ಈ ನೆಲದ ಪರಂಪರೆಯನ್ನು ಪ್ರತಿಬಿಂಬಿಸುತ್ತವೆ. ಆದಿವಾಸಿ ಹಾಗೂ ದಲಿತ ಸಮುದಾಯಗಳ ಹಾಡುಗಳನ್ನು ರಂಗಕ್ಕೆ ತಂದ ಕೀರ್ತಿ ರಾಮಯ್ಯ ಅವರಿಗೆ ಸಲ್ಲುತ್ತದೆ. ಕೋಲಾರದ ಆದಿಮ ಸಂಸ್ಥೆಯ ಮೂಲಕ ಸಾಂಸ್ಕೃತಿಕ ಚಳವಳಿಯನ್ನು ಕಟ್ಟಿ ಬೆಳೆಸಿದ್ದಾರೆ ಎಂದು ಬಣ್ಣಿಸಿದರು. ಕೃತಿಯ ಕುರಿತು ಡಾ.ಬಿ.ಶಿವರಾಮು ಮಾತನಾಡಿ, ಈ ಕೃತಿ ಸಮುದಾಯಗಳ ನಡುವಿನ ಸಂಬಂಧ ಮತ್ತು ಬಹುತ್ವದ ಪರಂಪರೆಯನ್ನು ಸಾರುತ್ತದೆ ಎಂದರು. ಡಿ.ಎಸ್.ಗುರುಪ್ರಸಾದ್ ಮತ್ತು ತಂಡದವರು ರಾಮಯ್ಯ ಅವರ ಗೀತೆಗಳನ್ನು ಹಾಡಿದರು. ಅಖಿಲ ಕರ್ನಾಟಕ ರಂಗಪ್ರೇಮಿಗಳ ಬಳಗದ ಕೆ.ಪಿ.ಮಂಜುನಾಥ್ ಸ್ವಾಗತಿಸಿದರು. (778, 1062, 894, 1199)
article-col3 (698, 206, 893, 852)
news-text (780, 970, 894, 1030)
letter-signature: – ಶಂಕರನಾರಾಯಣ ಭಟ್, ಬಲ್ಲಾಳ್ ವೃತ್ತ, ಮೈಸೂರು. (156, 768, 286, 777)
column-tag: ಚಿಂತನೆ (758, 92, 893, 138)
sidebar-quote (605, 1296, 775, 1392)
news-text: ಕಾರ್ಯಕ್ರಮದಲ್ಲಿ ಸಾಹಿತಿ ಡಾ.ಸಬಿಹಾ ಭೂಮಿಗೌಡ, ರಂಗಾಯಣ ನಿರ್ದೇಶಕ ಸತೀಶ್ ತಿಪಟೂರು, ಲೇಖಕ ಕೆ.ವೈ.ನಾರಾಯಣಸ್ವಾಮಿ, ಪ್ರಕಾಶಕ ಚ.ಹ.ರಘುನಾಥ್ ಮತ್ತಿತರರು ಉಪಸ್ಥಿತರಿದ್ದರು. ರಾಮಯ್ಯ ಅವರು ತಮ್ಮ ಬಾಲ್ಯದ ನೆನಪುಗಳು ಮತ್ತು ದರ್ಗಾ ಮಾಳದ ಜನಜೀವನವನ್ನು ಈ ಕೃತಿಯಲ್ಲಿ ದಾಖಲಿಸಿದ್ದಾರೆ. ಕೃತಿಯಲ್ಲಿ ಸೌಹಾರ್ದತೆಯ ಸಂದೇಶವಿದೆ ಎಂದು ಗಣ್ಯರು ಅಭಿಪ್ರಾಯಪಟ್ಟರು. (300, 1276, 600, 1317)
photo-caption: ಸಿದ್ದರಾಮನಹುಂಡಿ ಹಾಲು ಉತ್ಪಾದಕರ ಸಹಕಾರ ಸಂಘದ ಅಧ್ಯಕ್ಷರಾಗಿ ಸಿದ್ದರಾಮ, ಉಪಾಧ್ಯಕ್ಷರಾಗಿ ಶಿವಚಂದ್ರ ಅವಿರೋಧವಾಗಿ ಆಯ್ಕೆಯಾದರು. ಸಂಘದ ಕಾರ್ಯದರ್ಶಿ ರವಿಕುಮಾರ್, ಗ್ರಾಮದ ಮುಖಂಡರಾದ ಮಹದೇವ, ನಾಗೇಶ್, ಮಹೇಶ್, ಸುರೇಶ್, ಬಸವರಾಜು, ಕುಮಾರ್, ಚಂದ್ರು, ರಾಜು, ಪುಟ್ಟಸ್ವಾಮಿ, ಶಿವಣ್ಣ, ಮಂಜು, ರಮೇಶ್, ಸ್ವಾಮಿ ಹಾಗೂ ಸಂಘದ ನಿರ್ದೇಶಕರು, ಗ್ರಾಮಸ್ಥರು ಹಾಜರಿದ್ದು ನೂತನ ಪದಾಧಿಕಾರಿಗಳನ್ನು ಅಭಿನಂದಿಸಿದರು. (300, 976, 772, 1030)
